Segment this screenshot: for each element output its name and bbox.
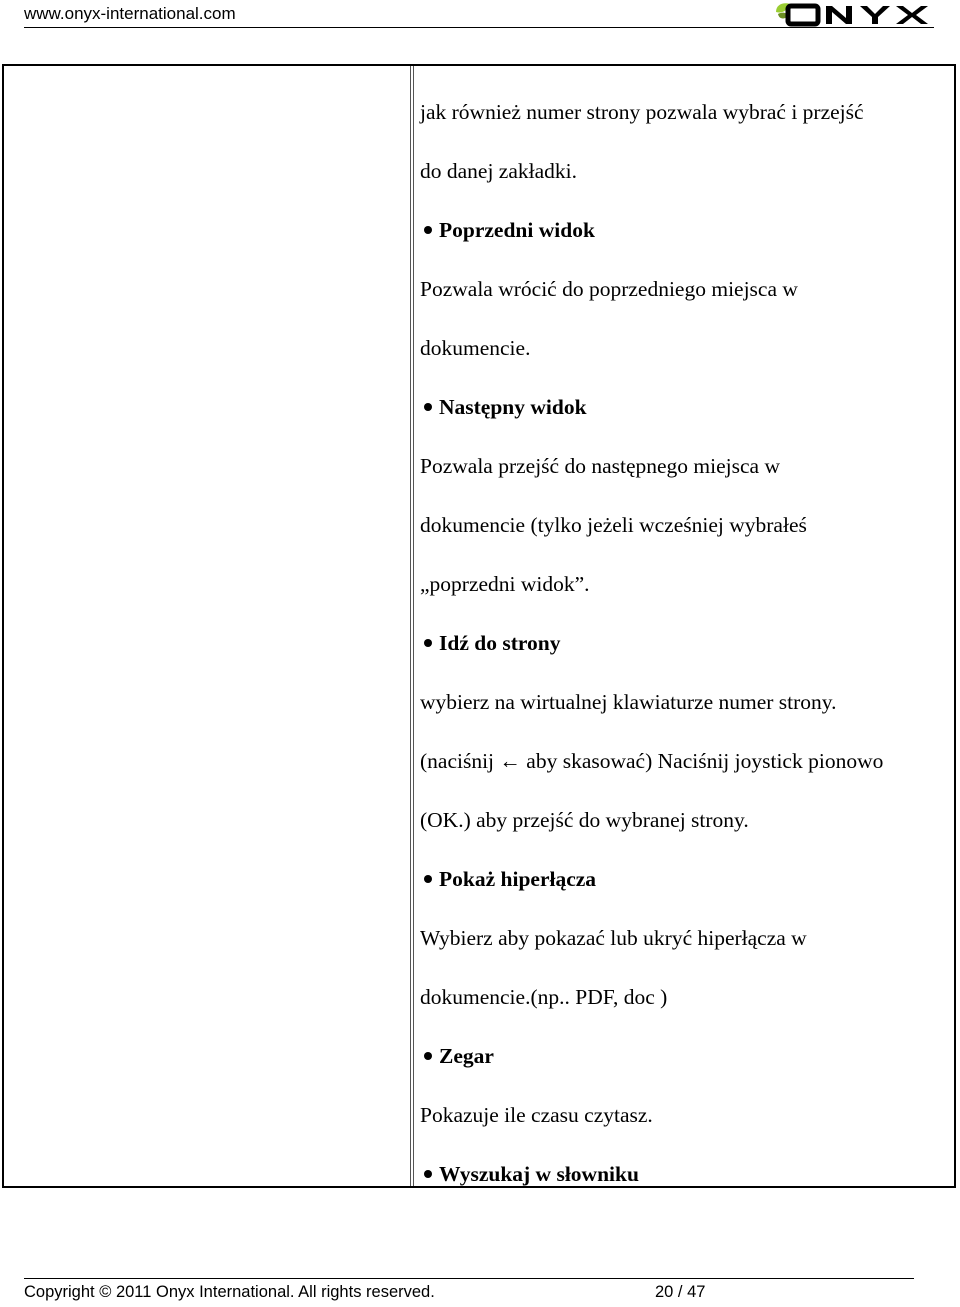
menu-description-text (420, 83, 883, 1204)
table-right-cell (420, 66, 954, 1186)
bullet-item-go-to-page (420, 614, 883, 673)
bullet-icon (424, 1052, 432, 1060)
header-url: www.onyx-international.com (24, 4, 236, 23)
bullet-item-label: Wyszukaj w słowniku (439, 1162, 639, 1186)
onyx-logo (774, 0, 934, 28)
bullet-icon (424, 1170, 432, 1178)
bullet-icon (424, 875, 432, 883)
bullet-item-label: Zegar (439, 1044, 494, 1068)
page-number: 20 / 47 (655, 1283, 706, 1301)
text-line: Pozwala przejść do następnego miejsca w (420, 454, 780, 478)
bullet-item-label: Następny widok (439, 395, 587, 419)
bullet-item-previous-view (420, 201, 883, 260)
bullet-item-show-hyperlinks (420, 850, 883, 909)
text-line: „poprzedni widok”. (420, 572, 590, 596)
bullet-item-dictionary-search (420, 1145, 883, 1204)
text-line: (OK.) aby przejść do wybranej strony. (420, 808, 749, 832)
bullet-icon (424, 226, 432, 234)
table-left-cell (4, 66, 414, 1186)
text-line: dokumencie (tylko jeżeli wcześniej wybrałeś (420, 513, 807, 537)
bullet-item-next-view (420, 378, 883, 437)
text-line: jak również numer strony pozwala wybrać i przejść (420, 100, 864, 124)
bullet-item-label: Pokaż hiperłącza (439, 867, 597, 891)
header-divider (24, 27, 934, 28)
content-table (2, 64, 956, 1188)
bullet-item-label: Poprzedni widok (439, 218, 595, 242)
text-line: (naciśnij ← aby skasować) Naciśnij joystick pionowo (420, 749, 884, 773)
text-line: Wybierz aby pokazać lub ukryć hiperłącza w (420, 926, 807, 950)
text-line: Pokazuje ile czasu czytasz. (420, 1103, 653, 1127)
bullet-icon (424, 639, 432, 647)
text-line: dokumencie.(np.. PDF, doc ) (420, 985, 668, 1009)
footer-copyright: Copyright © 2011 Onyx International. All rights reserved. (24, 1283, 435, 1301)
bullet-icon (424, 403, 432, 411)
text-line: dokumencie. (420, 336, 531, 360)
footer-divider (24, 1278, 914, 1279)
text-line: do danej zakładki. (420, 159, 578, 183)
text-line: Pozwala wrócić do poprzedniego miejsca w (420, 277, 798, 301)
bullet-item-clock (420, 1027, 883, 1086)
bullet-item-label: Idź do strony (439, 631, 561, 655)
text-line: wybierz na wirtualnej klawiaturze numer strony. (420, 690, 837, 714)
